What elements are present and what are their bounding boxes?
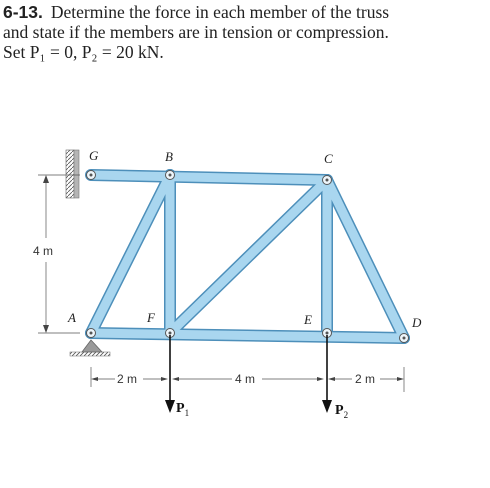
- joint-label-g: G: [89, 148, 99, 163]
- pin-center-e: [326, 332, 329, 335]
- pin-support: [70, 340, 110, 356]
- member-gc: [91, 175, 327, 180]
- problem-number: 6-13.: [3, 2, 43, 22]
- load-arrow-p1: [165, 335, 175, 413]
- pin-center-c: [326, 179, 329, 182]
- joint-label-a: A: [68, 310, 76, 325]
- joint-label-c: C: [324, 151, 333, 166]
- load-p2-letter: P: [335, 403, 344, 418]
- wall-support: [66, 150, 79, 198]
- problem-line-3: Set P₁ = 0, P₂ = 20 kN.: [3, 42, 164, 62]
- span-ed-label: 2 m: [355, 372, 376, 386]
- truss-members: [91, 175, 404, 338]
- pin-center-a: [90, 332, 93, 335]
- span-fe-label: 4 m: [235, 372, 256, 386]
- pin-center-f: [169, 332, 172, 335]
- member-ab: [91, 175, 170, 333]
- joint-label-f: F: [147, 310, 155, 325]
- load-p1-letter: P: [176, 401, 185, 416]
- pin-center-d: [403, 337, 406, 340]
- problem-text-1: Determine the force in each member of the truss: [50, 2, 390, 22]
- pin-center-b: [169, 174, 172, 177]
- load-label-p1: [176, 401, 189, 418]
- load-arrow-p2: [322, 335, 332, 413]
- span-af-label: 2 m: [117, 372, 138, 386]
- member-cd: [327, 180, 404, 338]
- load-label-p2: [335, 403, 348, 420]
- joint-label-b: B: [165, 149, 173, 164]
- member-fc: [170, 180, 327, 333]
- member-ad: [91, 333, 404, 338]
- load-p1-subscript: 1: [184, 408, 190, 418]
- joint-label-d: D: [412, 315, 422, 330]
- joint-label-e: E: [304, 312, 312, 327]
- problem-line-2: and state if the members are in tension or compression.: [3, 22, 389, 42]
- height-dimension-label: 4 m: [33, 244, 54, 258]
- load-p2-subscript: 2: [343, 410, 349, 420]
- pin-center-g: [90, 174, 93, 177]
